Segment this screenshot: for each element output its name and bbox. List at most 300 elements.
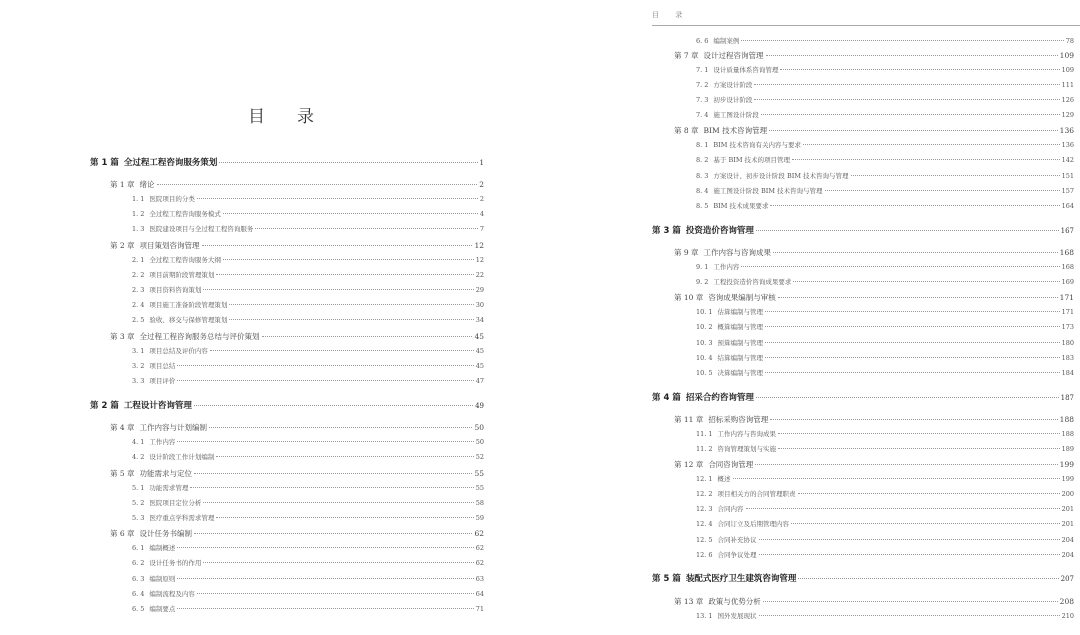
toc-entry-sec: [696, 322, 1074, 333]
toc-entry-text: 设计过程咨询管理: [703, 51, 764, 60]
dot-leader: [741, 265, 1059, 267]
dot-leader: [763, 600, 1058, 602]
toc-entry-number: 12. 6: [696, 551, 713, 559]
dot-leader: [798, 492, 1060, 494]
toc-entry-sec: [132, 209, 484, 220]
toc-entry-label: [132, 361, 175, 372]
dot-leader: [792, 158, 1060, 160]
toc-entry-page: 204: [1061, 536, 1074, 544]
toc-entry-label: [696, 140, 801, 151]
dot-leader: [177, 607, 473, 609]
dot-leader: [770, 204, 1059, 206]
toc-entry-page: 45: [474, 332, 484, 341]
toc-entry-label: [674, 459, 753, 470]
toc-entry-page: 2: [479, 195, 484, 203]
dot-leader: [177, 440, 473, 442]
dot-leader: [210, 349, 474, 351]
toc-entry-label: [132, 300, 227, 311]
toc-entry-number: 第 4 章: [110, 423, 135, 432]
toc-entry-page: 171: [1061, 308, 1074, 316]
toc-entry-label: [696, 65, 778, 76]
toc-entry-number: 6. 4: [132, 590, 145, 598]
toc-entry-part: [652, 226, 1074, 237]
toc-entry-number: 第 12 章: [674, 460, 704, 469]
dot-leader: [197, 197, 478, 199]
toc-entry-text: 功能需求与定位: [139, 469, 193, 478]
toc-entry-page: 129: [1061, 111, 1074, 119]
toc-entry-text: BIM 技术成果要求: [713, 202, 769, 210]
toc-entry-page: 55: [475, 484, 484, 492]
dot-leader: [791, 522, 1060, 524]
toc-entry-label: [132, 270, 214, 281]
toc-entry-label: [696, 535, 757, 546]
toc-entry-label: [696, 262, 739, 273]
toc-entry-text: 国外发展现状: [717, 612, 757, 620]
toc-entry-number: 第 2 章: [110, 241, 135, 250]
toc-entry-text: 项目总结: [149, 362, 176, 370]
toc-entry-number: 12. 4: [696, 520, 713, 528]
toc-entry-sec: [696, 65, 1074, 76]
toc-entry-page: 109: [1061, 66, 1074, 74]
toc-entry-label: [696, 489, 796, 500]
toc-entry-label: [132, 255, 221, 266]
toc-entry-number: 3. 3: [132, 377, 145, 385]
toc-entry-text: 决算编制与管理: [717, 369, 764, 377]
toc-entry-text: 医院建设项目与全过程工程咨询服务: [149, 225, 254, 233]
toc-entry-number: 2. 2: [132, 271, 145, 279]
toc-entry-page: 58: [475, 499, 484, 507]
toc-entry-label: [132, 224, 253, 235]
toc-entry-page: 63: [475, 575, 484, 583]
toc-entry-number: 1. 2: [132, 210, 145, 218]
toc-entry-label: [696, 519, 789, 530]
dot-leader: [825, 189, 1060, 191]
dot-leader: [177, 546, 473, 548]
toc-entry-page: 183: [1061, 354, 1074, 362]
toc-entry-sec: [132, 437, 484, 448]
toc-entry-text: 结算编制与管理: [717, 354, 764, 362]
toc-entry-text: 合同内容: [717, 505, 744, 513]
toc-entry-sec: [132, 224, 484, 235]
dot-leader: [203, 288, 473, 290]
toc-entry-text: 设计任务书编制: [139, 529, 193, 538]
toc-entry-sec: [696, 535, 1074, 546]
toc-entry-label: [696, 171, 849, 182]
toc-entry-text: BIM 技术咨询管理: [703, 126, 768, 135]
toc-entry-page: 142: [1061, 156, 1074, 164]
dot-leader: [190, 486, 473, 488]
toc-entry-sec: [696, 110, 1074, 121]
dot-leader: [765, 341, 1060, 343]
toc-entry-number: 8. 1: [696, 141, 709, 149]
toc-entry-sec: [132, 361, 484, 372]
toc-entry-sec: [696, 474, 1074, 485]
toc-entry-number: 第 1 篇: [90, 158, 119, 168]
toc-entry-number: 6. 6: [696, 37, 709, 45]
toc-entry-page: 12: [475, 256, 484, 264]
toc-entry-text: 合同争议处理: [717, 551, 757, 559]
dot-leader: [778, 296, 1058, 298]
toc-entry-label: [696, 80, 752, 91]
toc-entry-page: 78: [1065, 37, 1074, 45]
toc-entry-number: 12. 5: [696, 536, 713, 544]
toc-entry-number: 10. 1: [696, 308, 713, 316]
toc-entry-sec: [696, 368, 1074, 379]
toc-entry-label: [110, 422, 207, 433]
toc-entry-page: 171: [1059, 293, 1074, 302]
toc-entry-page: 184: [1061, 369, 1074, 377]
dot-leader: [223, 258, 474, 260]
dot-leader: [756, 396, 1059, 398]
toc-entry-label: [696, 277, 791, 288]
toc-entry-number: 5. 3: [132, 514, 145, 522]
toc-entry-label: [696, 504, 744, 515]
toc-entry-page: 199: [1059, 460, 1074, 469]
toc-entry-text: 招标采购咨询管理: [708, 415, 769, 424]
toc-entry-page: 52: [475, 453, 484, 461]
toc-entry-page: 49: [475, 402, 484, 410]
toc-entry-text: 项目相关方的合同管理职责: [717, 490, 796, 498]
toc-entry-label: [674, 247, 771, 258]
dot-leader: [803, 143, 1060, 145]
toc-entry-number: 2. 4: [132, 301, 145, 309]
toc-entry-text: 全过程工程咨询服务大纲: [149, 256, 221, 264]
toc-entry-label: [132, 285, 201, 296]
toc-entry-label: [132, 574, 175, 585]
toc-entry-number: 1. 1: [132, 195, 145, 203]
toc-entry-text: 绪论: [139, 180, 155, 189]
toc-entry-label: [110, 528, 192, 539]
toc-entry-page: 29: [475, 286, 484, 294]
toc-entry-sec: [132, 315, 484, 326]
toc-entry-label: [132, 437, 175, 448]
toc-entry-number: 第 3 篇: [652, 226, 681, 236]
toc-entry-text: 工作内容与咨询成果: [703, 248, 772, 257]
toc-entry-label: [696, 550, 757, 561]
toc-entry-page: 168: [1059, 248, 1074, 257]
toc-entry-sec: [696, 80, 1074, 91]
toc-entry-sec: [696, 262, 1074, 273]
toc-entry-page: 45: [475, 362, 484, 370]
toc-entry-text: 施工图设计阶段: [713, 111, 759, 119]
toc-entry-number: 4. 1: [132, 438, 145, 446]
toc-entry-sec: [132, 194, 484, 205]
toc-entry-sec: [132, 285, 484, 296]
dot-leader: [194, 472, 472, 474]
toc-entry-chap: [110, 179, 484, 190]
toc-entry-number: 第 11 章: [674, 415, 704, 424]
toc-entry-page: 62: [475, 559, 484, 567]
toc-entry-text: 编制流程及内容: [149, 590, 195, 598]
toc-entry-text: 工作内容: [149, 438, 176, 446]
toc-entry-text: 医院项目定位分析: [149, 499, 202, 507]
toc-entry-label: [110, 468, 192, 479]
dot-leader: [769, 129, 1058, 131]
toc-entry-chap: [674, 247, 1074, 258]
toc-title-char-1: 目: [248, 107, 265, 127]
toc-entry-number: 12. 1: [696, 475, 713, 483]
toc-entry-text: 工作内容与咨询成果: [717, 430, 777, 438]
toc-entry-number: 2. 5: [132, 316, 145, 324]
toc-entry-sec: [696, 353, 1074, 364]
dot-leader: [759, 614, 1060, 616]
toc-entry-page: 157: [1061, 187, 1074, 195]
toc-entry-chap: [674, 414, 1074, 425]
dot-leader: [765, 310, 1060, 312]
toc-entry-sec: [696, 550, 1074, 561]
dot-leader: [262, 335, 473, 337]
dot-leader: [216, 273, 473, 275]
toc-entry-label: [110, 240, 200, 251]
toc-entry-number: 8. 5: [696, 202, 709, 210]
dot-leader: [194, 404, 473, 406]
toc-entry-label: [110, 179, 155, 190]
toc-entry-page: 55: [474, 469, 484, 478]
dot-leader: [157, 183, 478, 185]
toc-entry-number: 12. 2: [696, 490, 713, 498]
toc-entry-number: 7. 1: [696, 66, 709, 74]
toc-entry-label: [132, 543, 175, 554]
toc-entry-number: 8. 4: [696, 187, 709, 195]
dot-leader: [216, 516, 473, 518]
toc-entry-page: 169: [1061, 278, 1074, 286]
toc-entry-label: [696, 155, 790, 166]
toc-entry-sec: [696, 36, 1074, 47]
dot-leader: [780, 68, 1059, 70]
toc-entry-part: [652, 574, 1074, 585]
dot-leader: [209, 426, 472, 428]
dot-leader: [770, 418, 1057, 420]
toc-entry-page: 168: [1061, 263, 1074, 271]
toc-entry-sec: [696, 155, 1074, 166]
dot-leader: [773, 251, 1058, 253]
toc-entry-sec: [696, 307, 1074, 318]
dot-leader: [194, 532, 472, 534]
toc-entry-number: 6. 1: [132, 544, 145, 552]
dot-leader: [219, 161, 477, 163]
toc-entry-page: 164: [1061, 202, 1074, 210]
toc-entry-label: [132, 346, 208, 357]
dot-leader: [759, 553, 1060, 555]
dot-leader: [754, 98, 1059, 100]
dot-leader: [798, 577, 1058, 579]
toc-entry-text: 验收、移交与保修管理策划: [149, 316, 228, 324]
running-header: 目 录: [652, 11, 690, 19]
dot-leader: [255, 227, 477, 229]
toc-entry-number: 第 10 章: [674, 293, 704, 302]
toc-entry-label: [696, 353, 763, 364]
toc-entry-number: 3. 2: [132, 362, 145, 370]
toc-entry-page: 204: [1061, 551, 1074, 559]
toc-entry-page: 167: [1060, 227, 1074, 235]
toc-entry-text: 政策与优势分析: [708, 597, 761, 606]
toc-entry-number: 第 4 篇: [652, 393, 681, 403]
dot-leader: [203, 561, 473, 563]
toc-entry-sec: [132, 543, 484, 554]
toc-entry-chap: [674, 125, 1074, 136]
toc-entry-text: 概述: [717, 475, 731, 483]
toc-entry-number: 第 3 章: [110, 332, 135, 341]
toc-entry-text: 估算编制与管理: [717, 308, 764, 316]
toc-entry-text: 医院项目的分类: [149, 195, 195, 203]
toc-entry-chap: [674, 596, 1074, 607]
toc-entry-number: 第 7 章: [674, 51, 699, 60]
toc-entry-number: 第 5 章: [110, 469, 135, 478]
toc-entry-sec: [132, 376, 484, 387]
toc-entry-text: 招采合约咨询管理: [685, 393, 754, 403]
toc-entry-number: 6. 5: [132, 605, 145, 613]
dot-leader: [778, 432, 1060, 434]
toc-entry-text: 编制要点: [149, 605, 176, 613]
toc-entry-number: 7. 3: [696, 96, 709, 104]
toc-entry-label: [696, 611, 757, 622]
toc-entry-label: [132, 498, 201, 509]
dot-leader: [793, 280, 1059, 282]
toc-entry-page: 199: [1061, 475, 1074, 483]
toc-entry-page: 210: [1061, 612, 1074, 620]
toc-entry-sec: [132, 513, 484, 524]
toc-entry-page: 126: [1061, 96, 1074, 104]
dot-leader: [756, 229, 1059, 231]
toc-entry-number: 11. 2: [696, 445, 713, 453]
toc-entry-part: [90, 401, 484, 412]
toc-entry-text: 方案设计阶段: [713, 81, 753, 89]
toc-entry-page: 111: [1061, 81, 1074, 89]
toc-title-char-2: 录: [297, 107, 314, 127]
toc-entry-number: 2. 1: [132, 256, 145, 264]
dot-leader: [177, 577, 473, 579]
dot-leader: [766, 54, 1058, 56]
toc-entry-text: 编制概述: [149, 544, 176, 552]
toc-entry-number: 9. 2: [696, 278, 709, 286]
toc-entry-label: [90, 401, 192, 412]
toc-entry-label: [652, 226, 754, 237]
toc-entry-chap: [674, 50, 1074, 61]
toc-entry-number: 4. 2: [132, 453, 145, 461]
toc-entry-number: 10. 2: [696, 323, 713, 331]
toc-entry-text: 项目评价: [149, 377, 176, 385]
toc-entry-text: BIM 技术咨询有关内容与要求: [713, 141, 801, 149]
dot-leader: [778, 447, 1060, 449]
toc-entry-number: 10. 5: [696, 369, 713, 377]
toc-entry-number: 7. 2: [696, 81, 709, 89]
dot-leader: [765, 371, 1060, 373]
toc-entry-number: 1. 3: [132, 225, 145, 233]
toc-entry-label: [132, 483, 188, 494]
toc-entry-number: 第 6 章: [110, 529, 135, 538]
toc-entry-text: 合同咨询管理: [708, 460, 754, 469]
toc-entry-text: 概算编制与管理: [717, 323, 764, 331]
dot-leader: [177, 364, 473, 366]
toc-entry-text: 咨询成果编制与审核: [708, 293, 776, 302]
toc-entry-chap: [674, 292, 1074, 303]
dot-leader: [754, 83, 1059, 85]
toc-entry-page: 1: [479, 159, 484, 167]
toc-entry-sec: [696, 95, 1074, 106]
toc-entry-label: [652, 574, 796, 585]
toc-entry-sec: [696, 611, 1074, 622]
toc-entry-sec: [132, 589, 484, 600]
toc-entry-label: [132, 513, 214, 524]
toc-entry-text: 全过程工程咨询服务总结与评价策划: [139, 332, 260, 341]
toc-entry-label: [132, 589, 195, 600]
toc-entry-text: 合同订立及后期管理内容: [717, 520, 790, 528]
toc-entry-chap: [110, 528, 484, 539]
toc-entry-label: [696, 307, 763, 318]
toc-entry-label: [696, 429, 776, 440]
toc-entry-label: [652, 393, 754, 404]
toc-entry-label: [132, 315, 227, 326]
toc-entry-number: 2. 3: [132, 286, 145, 294]
toc-entry-sec: [696, 186, 1074, 197]
toc-entry-sec: [696, 171, 1074, 182]
toc-entry-text: 工作内容与计划编制: [139, 423, 208, 432]
toc-entry-page: 188: [1061, 430, 1074, 438]
dot-leader: [197, 592, 474, 594]
toc-entry-text: 投资造价咨询管理: [685, 226, 754, 236]
dot-leader: [223, 212, 478, 214]
toc-entry-part: [652, 393, 1074, 404]
toc-entry-sec: [132, 255, 484, 266]
toc-entry-sec: [696, 489, 1074, 500]
toc-entry-sec: [132, 498, 484, 509]
toc-entry-page: 62: [474, 529, 484, 538]
toc-entry-number: 8. 3: [696, 172, 709, 180]
toc-entry-number: 5. 2: [132, 499, 145, 507]
toc-entry-page: 188: [1059, 415, 1074, 424]
toc-entry-label: [696, 110, 759, 121]
toc-entry-label: [132, 194, 195, 205]
toc-entry-label: [696, 201, 768, 212]
toc-entry-chap: [110, 468, 484, 479]
dot-leader: [755, 463, 1057, 465]
toc-entry-text: 项目前期阶段管理策划: [149, 271, 215, 279]
toc-entry-page: 136: [1061, 141, 1074, 149]
toc-entry-text: 施工图设计阶段 BIM 技术咨询与管理: [713, 187, 823, 195]
toc-entry-sec: [696, 504, 1074, 515]
dot-leader: [177, 379, 473, 381]
dot-leader: [203, 501, 473, 503]
toc-entry-text: 咨询管理策划与实施: [717, 445, 777, 453]
toc-entry-number: 6. 2: [132, 559, 145, 567]
toc-entry-page: 180: [1061, 339, 1074, 347]
toc-entry-page: 187: [1060, 394, 1074, 402]
toc-entry-text: 方案设计、初步设计阶段 BIM 技术咨询与管理: [713, 172, 849, 180]
toc-entry-number: 第 2 篇: [90, 401, 119, 411]
toc-entry-number: 7. 4: [696, 111, 709, 119]
toc-entry-page: 2: [479, 180, 484, 189]
toc-entry-text: 设计质量体系咨询管理: [713, 66, 779, 74]
toc-entry-label: [674, 414, 768, 425]
dot-leader: [741, 39, 1063, 41]
toc-entry-number: 10. 4: [696, 354, 713, 362]
toc-entry-chap: [110, 240, 484, 251]
toc-entry-page: 22: [475, 271, 484, 279]
dot-leader: [765, 356, 1060, 358]
toc-entry-part: [90, 158, 484, 169]
toc-entry-text: 工程投资造价咨询成果要求: [713, 278, 792, 286]
toc-entry-text: 合同补充协议: [717, 536, 757, 544]
toc-entry-label: [132, 452, 214, 463]
toc-entry-number: 第 8 章: [674, 126, 699, 135]
toc-entry-label: [110, 331, 260, 342]
toc-entry-sec: [696, 429, 1074, 440]
toc-entry-number: 3. 1: [132, 347, 145, 355]
toc-entry-page: 62: [475, 544, 484, 552]
toc-entry-text: 项目资料咨询策划: [149, 286, 202, 294]
toc-entry-page: 207: [1060, 575, 1074, 583]
toc-entry-sec: [696, 338, 1074, 349]
